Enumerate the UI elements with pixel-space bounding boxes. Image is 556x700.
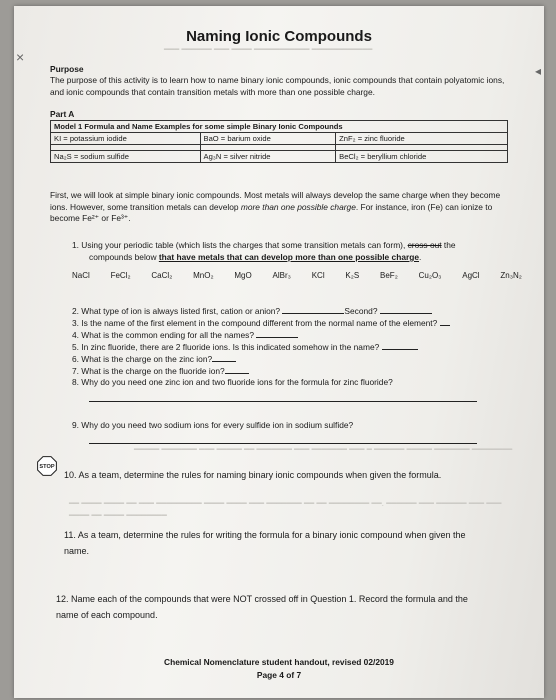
table-cell: KI = potassium iodide xyxy=(51,133,201,145)
question-1-line2-lead: compounds below xyxy=(89,252,159,262)
question-9-text: 9. Why do you need two sodium ions for every sulfide ion in sodium sulfide? xyxy=(72,420,354,430)
question-6 xyxy=(72,353,236,365)
question-4-text: 4. What is the common ending for all the names? xyxy=(72,330,255,340)
answer-blank[interactable] xyxy=(256,329,298,338)
compound-item[interactable]: Cu₂O₃ xyxy=(418,271,442,280)
answer-line[interactable] xyxy=(89,401,477,402)
model-1-caption: Model 1 Formula and Name Examples for some simple Binary Ionic Compounds xyxy=(51,121,508,133)
compound-list xyxy=(72,271,522,280)
answer-blank[interactable] xyxy=(212,353,236,362)
compound-item[interactable]: NaCl xyxy=(72,271,90,280)
question-1-line2 xyxy=(89,252,421,263)
question-1 xyxy=(72,240,456,251)
answer-blank[interactable] xyxy=(440,317,450,326)
compound-item[interactable]: AlBr₃ xyxy=(272,271,291,280)
question-3-text: 3. Is the name of the first element in the compound different from the normal name of the element? xyxy=(72,318,438,328)
compound-item[interactable]: MnO₂ xyxy=(193,271,214,280)
table-cell: Na₂S = sodium sulfide xyxy=(51,151,201,163)
back-arrow-icon[interactable]: ◂ xyxy=(534,64,541,78)
table-cell: ZnF₂ = zinc fluoride xyxy=(336,133,508,145)
question-2 xyxy=(72,305,432,317)
footer-line-1: Chemical Nomenclature student handout, revised 02/2019 xyxy=(164,657,394,667)
compound-item[interactable]: KCl xyxy=(311,271,325,280)
stop-sign-label: STOP xyxy=(39,464,55,470)
compound-item[interactable]: BeF₂ xyxy=(380,271,398,280)
question-7 xyxy=(72,365,249,377)
question-5-text: 5. In zinc fluoride, there are 2 fluoride ions. Is this indicated somehow in the name? xyxy=(72,342,380,352)
answer-blank[interactable] xyxy=(380,305,432,314)
compound-item[interactable]: K₂S xyxy=(345,271,360,280)
question-7-text: 7. What is the charge on the fluoride ion? xyxy=(72,366,225,376)
stop-sign-icon xyxy=(37,456,57,476)
question-1-strike: cross out xyxy=(407,240,442,250)
intro-paragraph xyxy=(50,190,515,225)
question-6-text: 6. What is the charge on the zinc ion? xyxy=(72,354,213,364)
intro-tail: . For instance, iron (Fe) can ionize to become Fe²⁺ or Fe³⁺. xyxy=(50,201,493,224)
question-1-line2-tail: . xyxy=(419,252,422,262)
table-cell: BaO = barium oxide xyxy=(200,133,336,145)
compound-item[interactable]: AgCl xyxy=(462,271,480,280)
question-10: 10. As a team, determine the rules for naming binary ionic compounds when given the formula. xyxy=(64,470,442,480)
bleed-through-text: ━━ ━━━━ ━━━━ ━━ ━━━ ━━━━━━━━━ ━━━━ ━━━━ ━━━ ━━━━━━━ ━━ ━━ ━━━━━━━━ ━━. ━━━━━━ ━━━ ━━━━━━ ━━━ ━━━ xyxy=(69,498,502,508)
purpose-heading: Purpose xyxy=(50,64,84,74)
bleed-through-text: ━━━━━ ━━━━━━━ ━━━ ━━━━━ ━━ ━━━━━━━ ━━━ ━━━━━━━ ━━━ ━ ━━━━━━ ━━━━━ ━━━━━━━ ━━━━━━━━ xyxy=(134,444,513,454)
page-title: Naming Ionic Compounds xyxy=(186,28,372,45)
page-footer xyxy=(14,656,544,682)
question-9 xyxy=(72,420,353,431)
answer-line[interactable] xyxy=(89,443,477,444)
question-2-second: Second? xyxy=(344,306,378,316)
table-cell: BeCl₂ = beryllium chloride xyxy=(336,151,508,163)
question-8 xyxy=(72,377,393,388)
page-number: Page 4 of 7 xyxy=(256,670,302,680)
compound-item[interactable]: CaCl₂ xyxy=(151,271,173,280)
compound-item[interactable]: Zn₃N₂ xyxy=(500,271,522,280)
question-2-text: 2. What type of ion is always listed first, cation or anion? xyxy=(72,306,281,316)
answer-blank[interactable] xyxy=(282,305,344,314)
question-11-line2: name. xyxy=(64,546,90,556)
question-3 xyxy=(72,317,450,329)
purpose-text: The purpose of this activity is to learn how to name binary ionic compounds, ionic compounds that contain polyatomic ions, and ionic compounds that contain transition metals with more than one possible charge. xyxy=(50,75,505,97)
bleed-through-text: ━━━━ ━━ ━━━━ ━━━━━━━━ xyxy=(69,510,167,520)
answer-blank[interactable] xyxy=(382,341,418,350)
bleed-through-text: ━━━ ━━━━━━ ━━━ ━━━━ ━━━━━━━━━━━ ━━━━━━━━━━━━ xyxy=(164,44,373,54)
compound-item[interactable]: FeCl₂ xyxy=(110,271,131,280)
question-12: 12. Name each of the compounds that were NOT crossed off in Question 1. Record the formula and the xyxy=(56,594,468,604)
question-4 xyxy=(72,329,298,341)
question-1-underlined: that have metals that can develop more than one possible charge xyxy=(158,252,420,262)
compound-item[interactable]: MgO xyxy=(234,271,252,280)
question-11: 11. As a team, determine the rules for writing the formula for a binary ionic compound when given the xyxy=(64,530,466,540)
answer-blank[interactable] xyxy=(225,365,249,374)
close-icon[interactable]: × xyxy=(16,49,25,65)
intro-emphasis: more than one possible charge xyxy=(240,201,356,212)
question-8-text: 8. Why do you need one zinc ion and two fluoride ions for the formula for zinc fluoride? xyxy=(72,377,393,387)
model-1-table xyxy=(50,120,508,163)
question-12-line2: name of each compound. xyxy=(56,610,158,620)
table-cell: Ag₃N = silver nitride xyxy=(200,151,336,163)
worksheet-page xyxy=(14,6,544,698)
question-1-text: 1. Using your periodic table (which lists the charges that some transition metals can form), xyxy=(72,240,408,250)
question-5 xyxy=(72,341,418,353)
question-1-text-end: the xyxy=(441,240,456,250)
intro-lead: First, we will look at simple binary ionic compounds. Most metals will always develop the same charge when they become ions. However, some transition metals can develop xyxy=(50,190,501,212)
part-a-heading: Part A xyxy=(50,109,75,119)
